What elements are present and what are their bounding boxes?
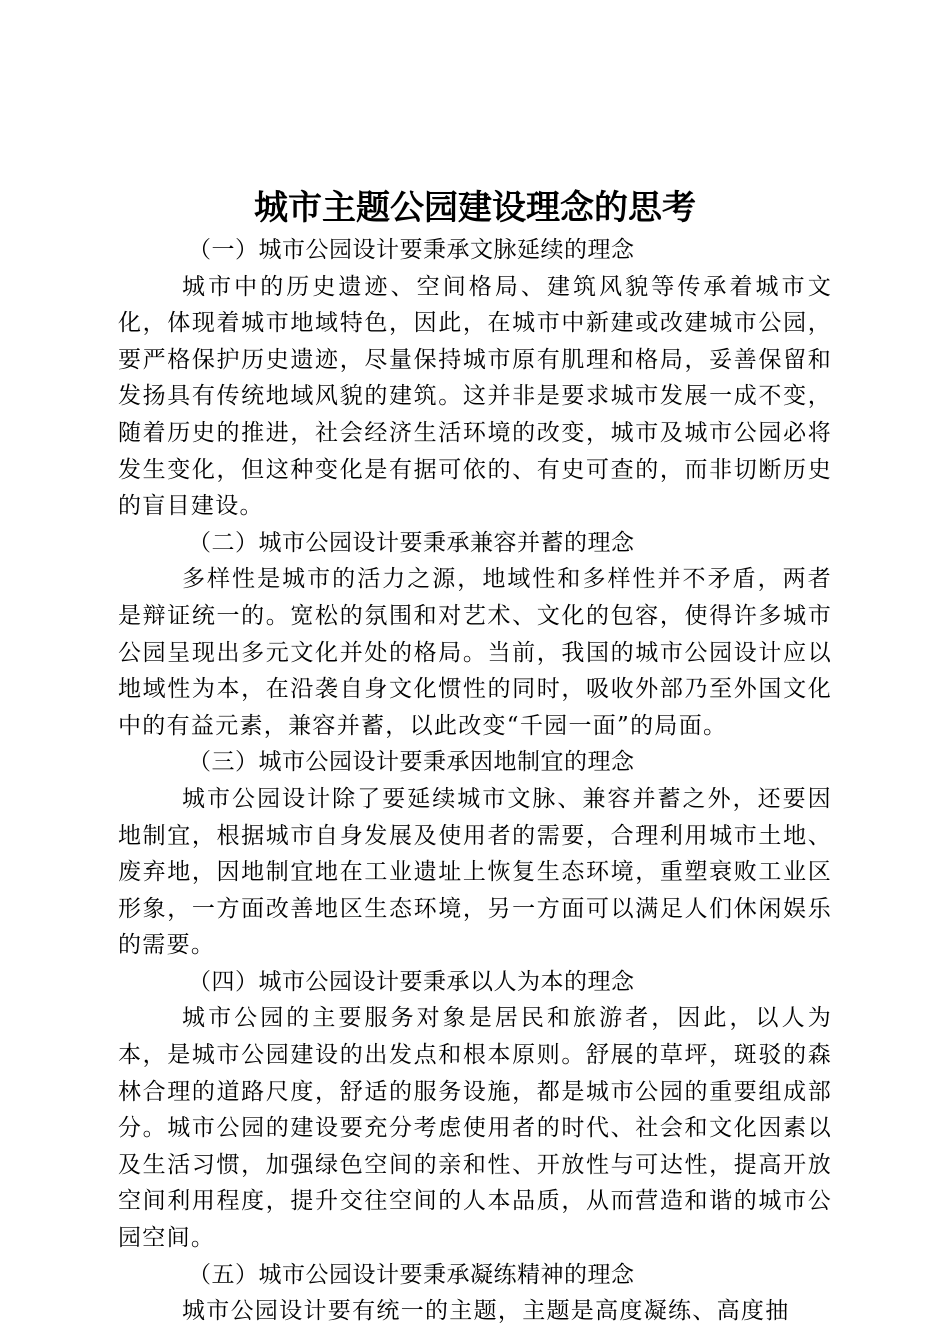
- section-paragraph-1: 城市中的历史遗迹、空间格局、建筑风貌等传承着城市文化，体现着城市地域特色，因此，在城市中新建或改建城市公园，要严格保护历史遗迹，尽量保持城市原有肌理和格局，妥善保留和发扬具有传统地域风貌的建筑。这并非是要求城市发展一成不变，随着历史的推进，社会经济生活环境的改变，城市及城市公园必将发生变化，但这种变化是有据可依的、有史可查的，而非切断历史的盲目建设。: [118, 273, 832, 520]
- section-heading-1: （一）城市公园设计要秉承文脉延续的理念: [188, 237, 635, 263]
- section-paragraph-5: 城市公园设计要有统一的主题，主题是高度凝练、高度抽: [182, 1298, 790, 1325]
- section-heading-3: （三）城市公园设计要秉承因地制宜的理念: [188, 749, 635, 776]
- section-heading-2: （二）城市公园设计要秉承兼容并蓄的理念: [188, 529, 635, 556]
- section-heading-5: （五）城市公园设计要秉承凝练精神的理念: [188, 1261, 635, 1288]
- section-paragraph-3: 城市公园设计除了要延续城市文脉、兼容并蓄之外，还要因地制宜，根据城市自身发展及使用者的需要，合理利用城市土地、废弃地，因地制宜地在工业遗址上恢复生态环境，重塑衰败工业区形象，一方面改善地区生态环境，另一方面可以满足人们休闲娱乐的需要。: [118, 785, 832, 959]
- document-body: [118, 232, 832, 1330]
- document-title: 城市主题公园建设理念的思考: [254, 188, 696, 228]
- section-paragraph-4: 城市公园的主要服务对象是居民和旅游者，因此，以人为本，是城市公园建设的出发点和根本原则。舒展的草坪，斑驳的森林合理的道路尺度，舒适的服务设施，都是城市公园的重要组成部分。城市公园的建设要充分考虑使用者的时代、社会和文化因素以及生活习惯，加强绿色空间的亲和性、开放性与可达性，提高开放空间利用程度，提升交往空间的人本品质，从而营造和谐的城市公园空间。: [118, 1005, 832, 1252]
- section-paragraph-2: 多样性是城市的活力之源，地域性和多样性并不矛盾，两者是辩证统一的。宽松的氛围和对艺术、文化的包容，使得许多城市公园呈现出多元文化并处的格局。当前，我国的城市公园设计应以地域性为本，在沿袭自身文化惯性的同时，吸收外部乃至外国文化中的有益元素，兼容并蓄，以此改变“千园一面”的局面。: [118, 566, 832, 739]
- section-heading-4: （四）城市公园设计要秉承以人为本的理念: [188, 968, 635, 995]
